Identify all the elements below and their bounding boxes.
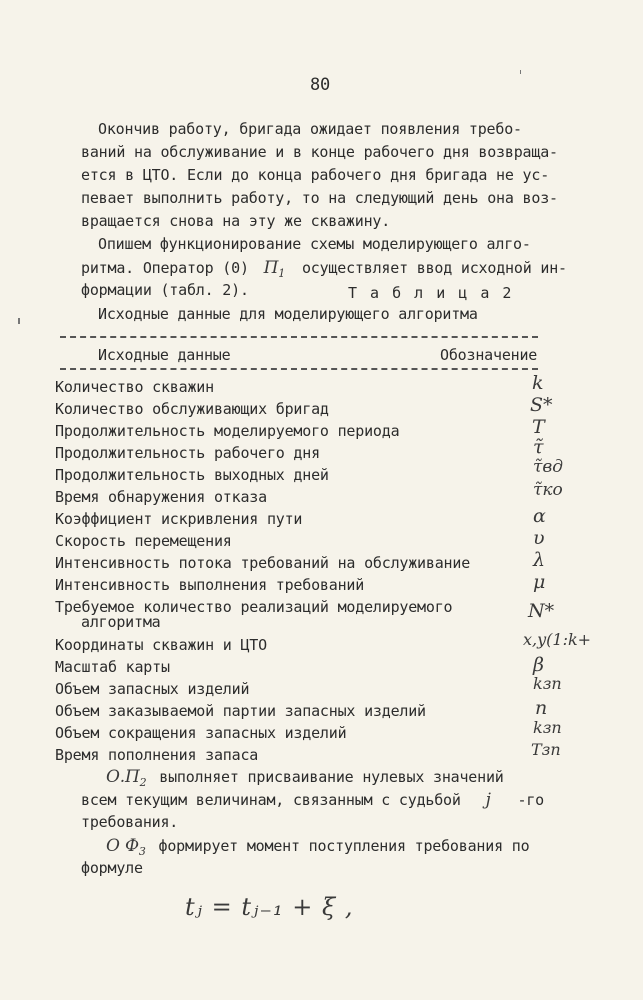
page-number: 80 [310, 75, 331, 95]
table-row-name: Объем сокращения запасных изделий [55, 724, 347, 742]
operator-symbol: П [263, 258, 279, 278]
text-line [81, 258, 567, 280]
formula: tⱼ = tⱼ₋₁ + ξ , [185, 893, 354, 921]
text-segment: ритма. Оператор (0) [81, 259, 249, 277]
text-line [81, 790, 544, 810]
table-row-symbol: μ [533, 571, 546, 593]
text-line [106, 836, 529, 858]
table-row-symbol: υ [533, 527, 545, 549]
table-row-name: Координаты скважин и ЦТО [55, 636, 267, 654]
table-row-name: Скорость перемещения [55, 532, 232, 550]
table-row-symbol: τ̃вд [533, 457, 564, 477]
text-line: ваний на обслуживание и в конце рабочего дня возвраща- [81, 143, 558, 161]
text-line: формуле [81, 859, 143, 877]
table-row-name: Количество обслуживающих бригад [55, 400, 329, 418]
table-row-symbol: α [533, 505, 546, 527]
table-row-symbol: λ [533, 549, 546, 571]
text-line: формации (табл. 2). [81, 281, 249, 299]
table-row-symbol: kзп [533, 718, 562, 737]
table-row-name: Продолжительность рабочего дня [55, 444, 320, 462]
operator-symbol: О Ф [106, 836, 139, 856]
table-label: Т а б л и ц а 2 [348, 284, 514, 302]
table-row-name: Количество скважин [55, 378, 214, 396]
table-row-name: Требуемое количество реализаций моделируемого [55, 598, 453, 616]
table-row-symbol: N* [528, 600, 555, 622]
text-line: Опишем функционирование схемы моделирующего алго- [98, 235, 531, 253]
text-segment: формирует момент поступления требования по [158, 837, 530, 855]
table-row-name: Время пополнения запаса [55, 746, 259, 764]
table-row-symbol: k [532, 372, 544, 394]
table-row-symbol: x,y(1:k+ [523, 630, 592, 649]
text-line: певает выполнить работу, то на следующий день она воз- [81, 189, 558, 207]
column-header-data: Исходные данные [98, 346, 231, 364]
table-row-name: Продолжительность выходных дней [55, 466, 329, 484]
table-row-symbol: T [532, 416, 545, 438]
table-row-symbol: Tзп [531, 740, 561, 759]
text-line: вращается снова на эту же скважину. [81, 212, 391, 230]
operator-subscript: 3 [138, 845, 146, 858]
table-row-name: Коэффициент искривления пути [55, 510, 303, 528]
table-row-name: Время обнаружения отказа [55, 488, 267, 506]
table-row-symbol: n [535, 697, 548, 719]
column-header-symbol: Обозначение [440, 346, 538, 364]
operator-subscript: 1 [278, 267, 286, 280]
variable-symbol: j [485, 790, 491, 810]
scan-mark [520, 70, 521, 74]
table-header-rule [60, 368, 538, 370]
table-row-symbol: β [533, 654, 544, 676]
scan-mark [18, 318, 20, 324]
table-row-symbol: kзп [533, 674, 562, 693]
table-row-name: Продолжительность моделируемого периода [55, 422, 400, 440]
table-row-name-continuation: алгоритма [81, 613, 161, 631]
text-line: требования. [81, 813, 179, 831]
text-segment: выполняет присваивание нулевых значений [159, 768, 504, 786]
table-row-symbol: τ̃ [533, 436, 544, 458]
text-line: ется в ЦТО. Если до конца рабочего дня бригада не ус- [81, 166, 550, 184]
operator-subscript: 2 [139, 776, 147, 789]
table-row-name: Интенсивность потока требований на обслуживание [55, 554, 471, 572]
table-row-symbol: τ̃ко [533, 480, 563, 500]
operator-symbol: О.П [106, 767, 140, 787]
text-line [106, 767, 504, 789]
text-segment: -го [517, 791, 544, 809]
table-row-name: Объем запасных изделий [55, 680, 250, 698]
text-segment: всем текущим величинам, связанным с судьбой [81, 791, 461, 809]
table-row-name: Интенсивность выполнения требований [55, 576, 365, 594]
text-line: Окончив работу, бригада ожидает появления требо- [98, 120, 522, 138]
table-row-name: Масштаб карты [55, 658, 170, 676]
table-top-rule [60, 336, 538, 338]
text-segment: осуществляет ввод исходной ин- [301, 259, 567, 277]
table-row-name: Объем заказываемой партии запасных изделий [55, 702, 426, 720]
table-row-symbol: S* [530, 394, 553, 416]
table-caption: Исходные данные для моделирующего алгоритма [98, 305, 478, 323]
